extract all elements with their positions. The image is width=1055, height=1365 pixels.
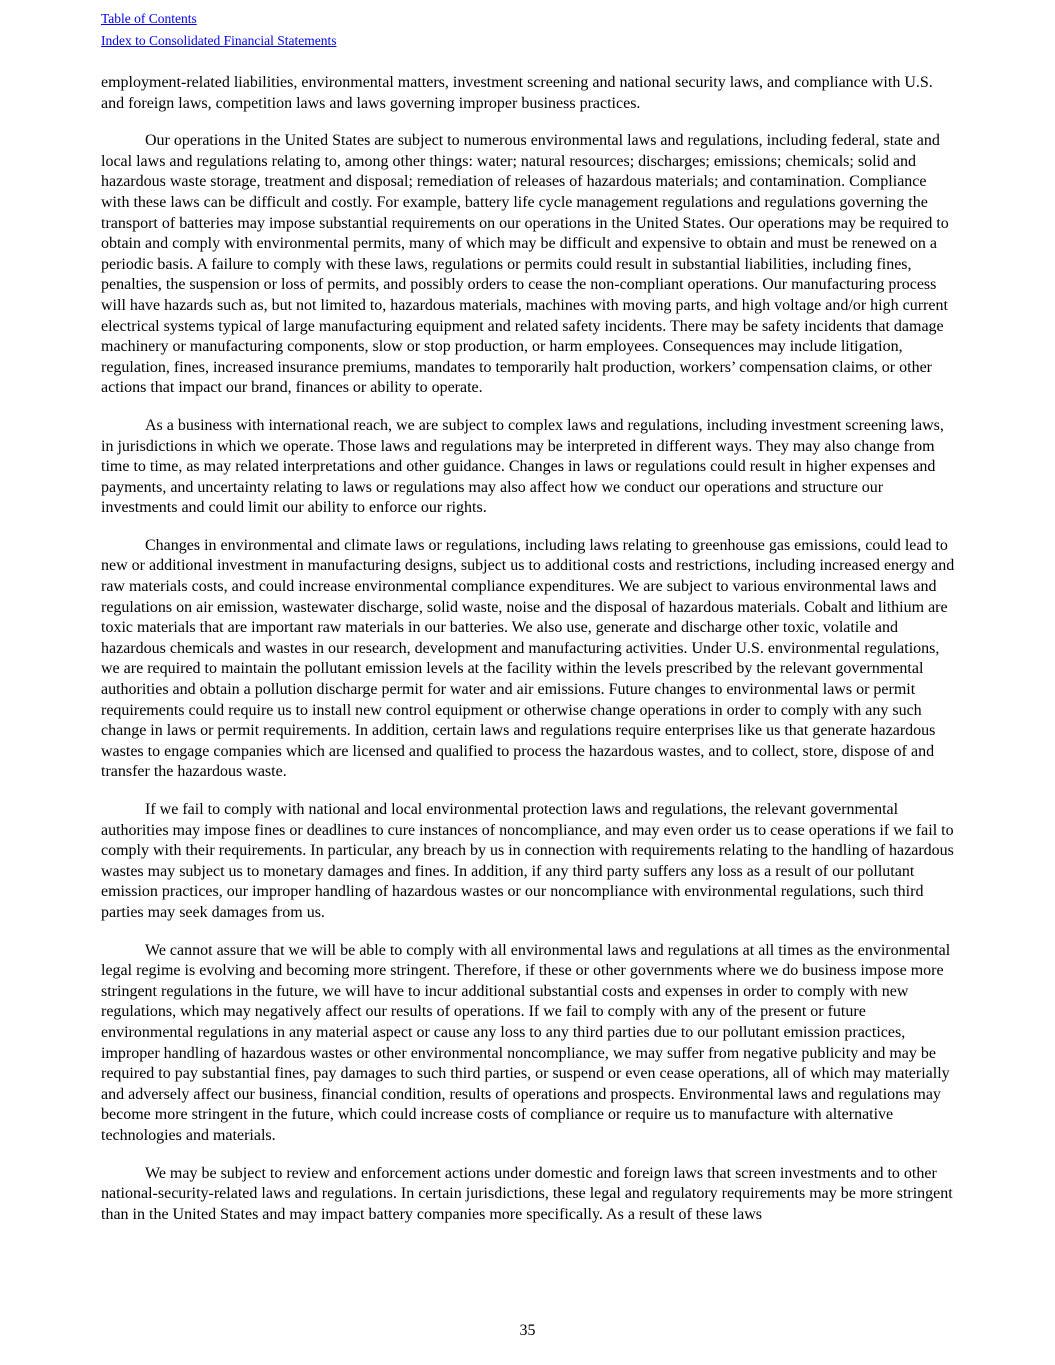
paragraph-noncompliance: If we fail to comply with national and local environmental protection laws and regulations, the relevant governmental authorities may impose fines or deadlines to cure instances of noncompliance, and may even order us to cease operations if we fail to comply with their requirements. In particular, any breach by us in connection with requirements relating to the handling of hazardous wastes may subject us to monetary damages and fines. In addition, if any third party suffers any loss as a result of our pollutant emission practices, our improper handling of hazardous wastes or our noncompliance with environmental regulations, such third parties may seek damages from us. xyxy=(101,801,954,921)
paragraph-investment-screening: We may be subject to review and enforcement actions under domestic and foreign laws that screen investments and to other national-security-related laws and regulations. In certain jurisdictions, these legal and regulatory requirements may be more stringent than in the United States and may impact battery companies more specifically. As a result of these laws xyxy=(101,1164,953,1223)
paragraph-continued: employment-related liabilities, environmental matters, investment screening and national security laws, and compliance with U.S. and foreign laws, competition laws and laws governing improper business practices. xyxy=(101,74,933,112)
document-body xyxy=(101,73,957,1242)
paragraph-us-operations: Our operations in the United States are subject to numerous environmental laws and regulations, including federal, state and local laws and regulations relating to, among other things: water; natural resources; discharges; emissions; chemicals; solid and hazardous waste storage, treatment and disposal; remediation of releases of hazardous materials; and contamination. Compliance with these laws can be difficult and costly. For example, battery life cycle management regulations and regulations governing the transport of batteries may impose substantial requirements on our operations in the United States. Our operations may be required to obtain and comply with environmental permits, many of which may be difficult and expensive to obtain and must be renewed on a periodic basis. A failure to comply with these laws, regulations or permits could result in substantial liabilities, including fines, penalties, the suspension or loss of permits, and possibly orders to cease the non-compliant operations. Our manufacturing process will have hazards such as, but not limited to, hazardous materials, machines with moving parts, and high voltage and/or high current electrical systems typical of large manufacturing equipment and related safety incidents. There may be safety incidents that damage machinery or manufacturing components, slow or stop production, or harm employees. Consequences may include litigation, regulation, fines, increased insurance premiums, mandates to temporarily halt production, workers’ compensation claims, or other actions that impact our brand, finances or ability to operate. xyxy=(101,132,949,397)
paragraph-stringent-regulations: We cannot assure that we will be able to comply with all environmental laws and regulations at all times as the environmental legal regime is evolving and becoming more stringent. Therefore, if these or other governments where we do business impose more stringent regulations in the future, we will have to incur additional substantial costs and expenses in order to comply with new regulations, which may negatively affect our results of operations. If we fail to comply with any of the present or future environmental regulations in any material aspect or cause any loss to any third parties due to our pollutant emission practices, improper handling of hazardous wastes or other environmental noncompliance, we may suffer from negative publicity and may be required to pay substantial fines, pay damages to such third parties, or suspend or even cease operations, all of which may materially and adversely affect our business, financial condition, results of operations and prospects. Environmental laws and regulations may become more stringent in the future, which could increase costs of compliance or require us to manufacture with alternative technologies and materials. xyxy=(101,941,951,1144)
table-of-contents-link[interactable]: Table of Contents xyxy=(101,11,197,26)
paragraph-international-reach: As a business with international reach, we are subject to complex laws and regulations, including investment screening laws, in jurisdictions in which we operate. Those laws and regulations may be interpreted in different ways. They may also change from time to time, as may related interpretations and other guidance. Changes in laws or regulations could result in higher expenses and payments, and uncertainty relating to laws or regulations may also affect how we conduct our operations and structure our investments and could limit our ability to enforce our rights. xyxy=(101,416,944,517)
document-navigation xyxy=(101,8,336,52)
page-number: 35 xyxy=(519,1322,536,1339)
index-financial-statements-link[interactable]: Index to Consolidated Financial Statements xyxy=(101,33,337,48)
paragraph-climate-laws: Changes in environmental and climate laws or regulations, including laws relating to greenhouse gas emissions, could lead to new or additional investment in manufacturing designs, subject us to additional costs and restrictions, including increased energy and raw materials costs, and could increase environmental compliance expenditures. We are subject to various environmental laws and regulations on air emission, wastewater discharge, solid waste, noise and the disposal of hazardous materials. Cobalt and lithium are toxic materials that are important raw materials in our batteries. We also use, generate and discharge other toxic, volatile and hazardous chemicals and wastes in our research, development and manufacturing activities. Under U.S. environmental regulations, we are required to maintain the pollutant emission levels at the facility within the levels prescribed by the relevant governmental authorities and obtain a pollution discharge permit for water and air emissions. Future changes to environmental laws or permit requirements could require us to install new control equipment or otherwise change operations in order to comply with any such change in laws or permit requirements. In addition, certain laws and regulations require enterprises like us that generate hazardous wastes to engage companies which are licensed and qualified to process the hazardous wastes, and to collect, store, dispose of and transfer the hazardous waste. xyxy=(101,536,955,781)
